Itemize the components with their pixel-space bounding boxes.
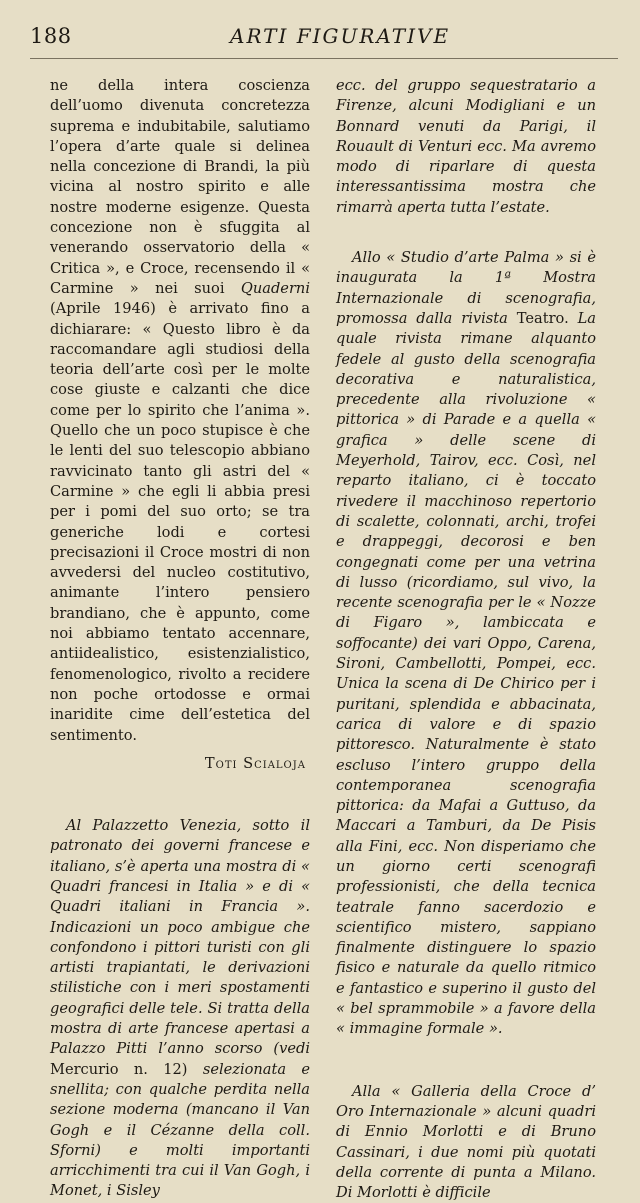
mercurio-reference: Mercurio n. 12) (50, 1060, 188, 1078)
left-column (50, 76, 310, 1202)
page-number: 188 (30, 24, 72, 48)
right-paragraph-1: ecc. del gruppo sequestratario a Firenze, alcuni Modigliani e un Bonnard venuti da Parigi, il Rouault di Venturi ecc. Ma avremo modo di riparlare di questa interessantissima mostra che rimarrà aperta tutta l’estate. (336, 77, 596, 216)
page-header (30, 18, 618, 59)
left-paragraph-1-text: ne della intera coscienza dell’uomo divenuta concretezza suprema e indubitabile, salutiamo l’opera d’arte quale si delinea nella concezione di Brandi, la più vicina al nostro spirito e alle nostre moderne esigenze. Questa concezione non è sfuggita al venerando osservatorio della « Critica », e Croce, recensendo il « Carmine » nei suoi (50, 77, 310, 297)
left-paragraph-1-end: (Aprile 1946) è arrivato fino a dichiarare: « Questo libro è da raccomandare agli studiosi della teoria dell’arte così per le molte cose giuste e calzanti che dice come per lo spirito che l’anima ». Quello che un poco stupisce è che le lenti del suo telescopio abbiano ravvicinato tanto gli astri del « Carmine » che egli li abbia presi per i pomi del suo orto; se tra generiche lodi e cortesi precisazioni il Croce mostri di non avvedersi del nucleo costitutivo, animante l’intero pensiero brandiano, che è appunto, come noi abbiamo tentato accennare, antiidealistico, esistenzialistico, fenomenologico, rivolto a recidere non poche ortodosse e ormai inaridite cime dell’estetica del sentimento. (50, 300, 310, 744)
left-paragraph-2-end: selezionata e snellita; con qualche perdita nella sezione moderna (mancano il Van Gogh e il Cézanne della coll. Sforni) e molti importanti arricchimenti tra cui il Van Gogh, i Monet, i Sisley (50, 1060, 311, 1200)
running-title: ARTI FIGURATIVE (230, 24, 451, 48)
left-paragraph-1 (50, 76, 310, 746)
right-paragraph-2 (336, 248, 596, 1040)
author-signature: Toti Scialoja (204, 754, 306, 772)
right-paragraph-2-end: La quale rivista rimane alquanto fedele al gusto della scenografia decorativa e naturalistica, precedente alla rivoluzione « pittorica » di Parade e a quella « grafica » delle scene di Meyerhold, Tairov, ecc. Così, nel reparto italiano, ci è toccato rivedere il macchinoso repertorio di scalette, colonnati, archi, trofei e drappeggi, decorosi e ben congegnati come per una vetrina di lusso (ricordiamo, sul vivo, la recente scenografia per le « Nozze di Figaro », lambiccata e soffocante) dei vari Oppo, Carena, Sironi, Cambellotti, Pompei, ecc. Unica la scena di De Chirico per i puritani, splendida e abbacinata, carica di valore e di spazio pittoresco. Naturalmente è stato escluso l’intero gruppo della contemporanea scenografia pittorica: da Mafai a Guttuso, da Maccari a Tamburi, da De Pisis alla Fini, ecc. Non disperiamo che un giorno certi scenografi professionisti, che della tecnica teatrale fanno sacerdozio e scientifico mistero, sappiano finalmente distinguere lo spazio fisico e naturale da quello ritmico e fantastico e superino il gusto del « bel sprammobile » a favore della « immagine formale ». (336, 309, 597, 1038)
left-paragraph-2-text: Al Palazzetto Venezia, sotto il patronato dei governi francese e italiano, s’è aperta una mostra di « Quadri francesi in Italia » e di « Quadri italiani in Francia ». Indicazioni un poco ambigue che confondono i pittori turisti con gli artisti trapiantati, le derivazioni stilistiche con i meri spostamenti geografici delle tele. Si tratta della mostra di arte francese apertasi a Palazzo Pitti l’anno scorso (vedi (50, 817, 310, 1058)
quaderni-title: Quaderni (240, 279, 310, 297)
right-paragraph-2-text: Allo « Studio d’arte Palma » si è inaugurata la 1ª Mostra Internazionale di scenografia, promossa dalla rivista (336, 249, 596, 327)
teatro-reference: Teatro. (516, 309, 569, 327)
right-column (336, 76, 596, 1203)
right-paragraph-3: Alla « Galleria della Croce d’ Oro Internazionale » alcuni quadri di Ennio Morlotti e di Bruno Cassinari, i due nomi più quotati della corrente di punta a Milano. Di Morlotti è difficile (336, 1082, 596, 1202)
left-paragraph-2 (50, 816, 310, 1202)
